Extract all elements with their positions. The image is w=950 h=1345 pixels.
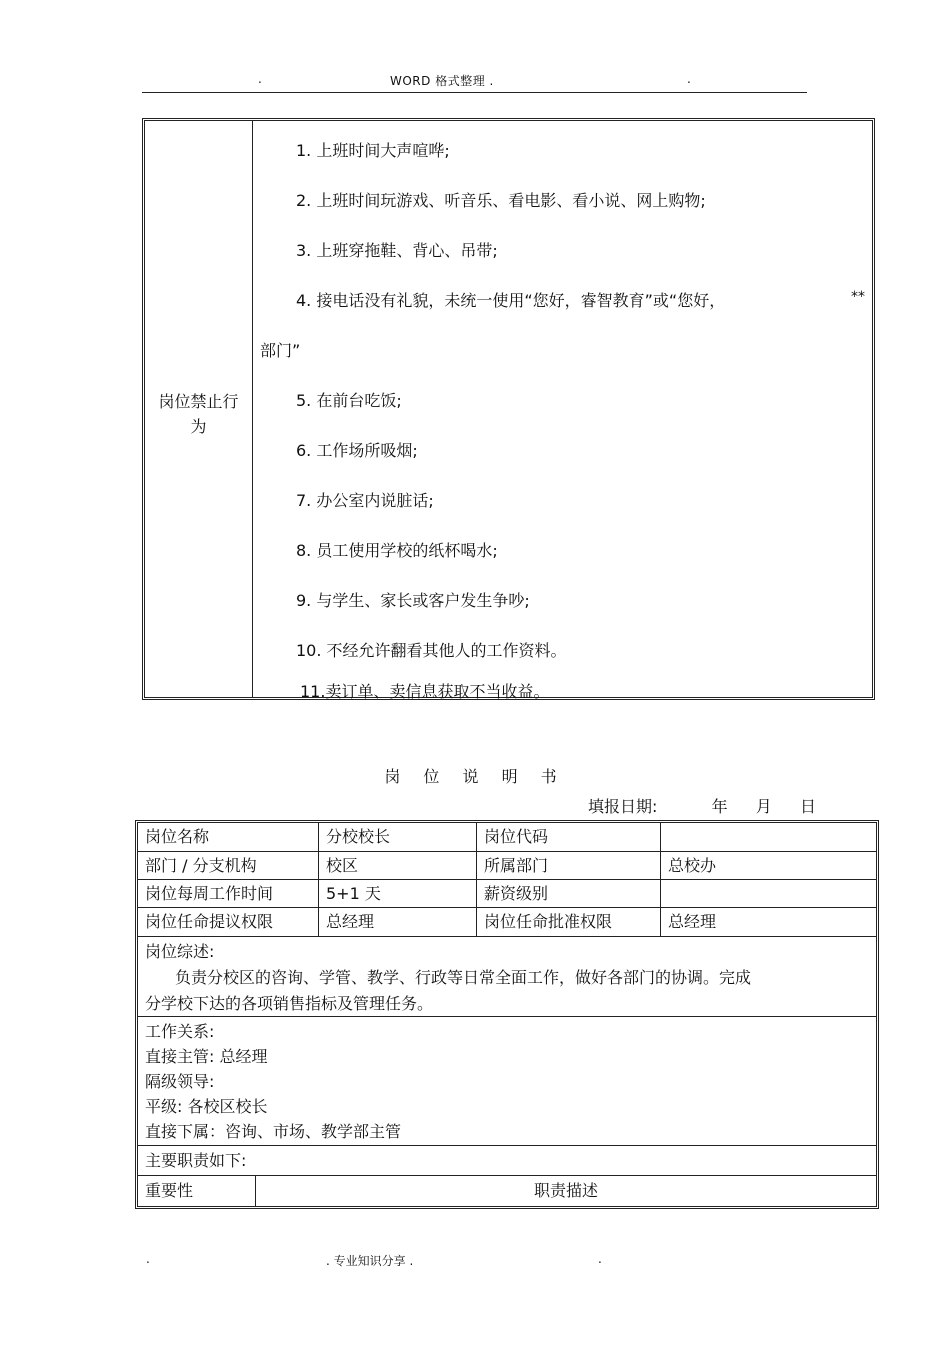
summary-line: 分学校下达的各项销售指标及管理任务。 <box>145 994 434 1013</box>
row-value: 总经理 <box>318 908 476 936</box>
table-row <box>138 880 876 908</box>
duties-header-row <box>138 1146 876 1176</box>
relations-line: 直接主管: 总经理 <box>145 1047 268 1066</box>
header-title: WORD 格式整理 . <box>390 74 494 88</box>
relations-line: 工作关系: <box>145 1022 215 1041</box>
prohibited-item-continuation: 部门” <box>260 341 301 360</box>
prohibited-item: 5. 在前台吃饭; <box>296 391 402 410</box>
header-dot-left: . <box>258 72 262 86</box>
date-month: 月 <box>755 797 772 816</box>
table-row <box>138 852 876 880</box>
prohibited-item: 8. 员工使用学校的纸杯喝水; <box>296 541 498 560</box>
relations-line: 隔级领导: <box>145 1072 215 1091</box>
fill-date-line <box>588 794 816 817</box>
summary-label: 岗位综述: <box>145 942 215 961</box>
prohibited-label <box>145 389 252 439</box>
row-value: 总校办 <box>660 852 876 879</box>
duties-columns-row <box>138 1176 876 1206</box>
prohibited-item: 9. 与学生、家长或客户发生争吵; <box>296 591 530 610</box>
table-row <box>138 908 876 937</box>
row-label: 薪资级别 <box>476 880 660 907</box>
date-year: 年 <box>711 797 728 816</box>
prohibited-stars: ** <box>851 289 865 305</box>
summary-section <box>138 937 876 1017</box>
prohibited-label-cell <box>145 121 253 697</box>
job-description-table <box>135 820 879 1209</box>
summary-line: 负责分校区的咨询、学管、教学、行政等日常全面工作，做好各部门的协调。完成 <box>175 968 752 987</box>
prohibited-item: 7. 办公室内说脏话; <box>296 491 434 510</box>
footer-text: . 专业知识分享 . <box>326 1254 414 1268</box>
footer-dot-left: . <box>146 1252 150 1266</box>
row-value: 分校校长 <box>318 823 476 851</box>
relations-section <box>138 1017 876 1146</box>
row-value: 5+1 天 <box>318 880 476 907</box>
row-value <box>660 880 876 907</box>
prohibited-label-text: 岗位禁止行为 <box>158 392 239 436</box>
page-header <box>142 70 807 93</box>
row-label: 岗位任命批准权限 <box>476 908 660 936</box>
prohibited-item: 1. 上班时间大声喧哗; <box>296 141 450 160</box>
row-value: 校区 <box>318 852 476 879</box>
footer-dot-right: . <box>598 1252 602 1266</box>
row-label: 岗位每周工作时间 <box>145 884 274 903</box>
row-label: 岗位任命提议权限 <box>145 912 274 931</box>
relations-line: 直接下属：咨询、市场、教学部主管 <box>145 1122 402 1141</box>
prohibited-item: 6. 工作场所吸烟; <box>296 441 418 460</box>
row-label: 岗位名称 <box>145 827 210 846</box>
table-row <box>138 823 876 852</box>
duty-description-label: 职责描述 <box>255 1176 876 1206</box>
row-label: 部门 / 分支机构 <box>145 856 257 875</box>
relations-line: 平级: 各校区校长 <box>145 1097 268 1116</box>
header-dot-right: . <box>687 72 691 86</box>
row-label: 所属部门 <box>476 852 660 879</box>
row-value: 总经理 <box>660 908 876 936</box>
row-label: 岗位代码 <box>476 823 660 851</box>
prohibited-behaviors-table <box>142 118 875 700</box>
prohibited-item: 11.卖订单、卖信息获取不当收益。 <box>300 682 550 701</box>
prohibited-item: 3. 上班穿拖鞋、背心、吊带; <box>296 241 498 260</box>
fill-date-label: 填报日期: <box>588 797 658 816</box>
date-day: 日 <box>800 797 817 816</box>
duties-label: 主要职责如下: <box>145 1151 247 1170</box>
prohibited-item: 4. 接电话没有礼貌，未统一使用“您好，睿智教育”或“您好， <box>296 291 726 310</box>
job-description-title: 岗 位 说 明 书 <box>384 767 566 786</box>
prohibited-item: 10. 不经允许翻看其他人的工作资料。 <box>296 641 567 660</box>
importance-label: 重要性 <box>145 1181 194 1200</box>
prohibited-item: 2. 上班时间玩游戏、听音乐、看电影、看小说、网上购物; <box>296 191 706 210</box>
row-value <box>660 823 876 851</box>
